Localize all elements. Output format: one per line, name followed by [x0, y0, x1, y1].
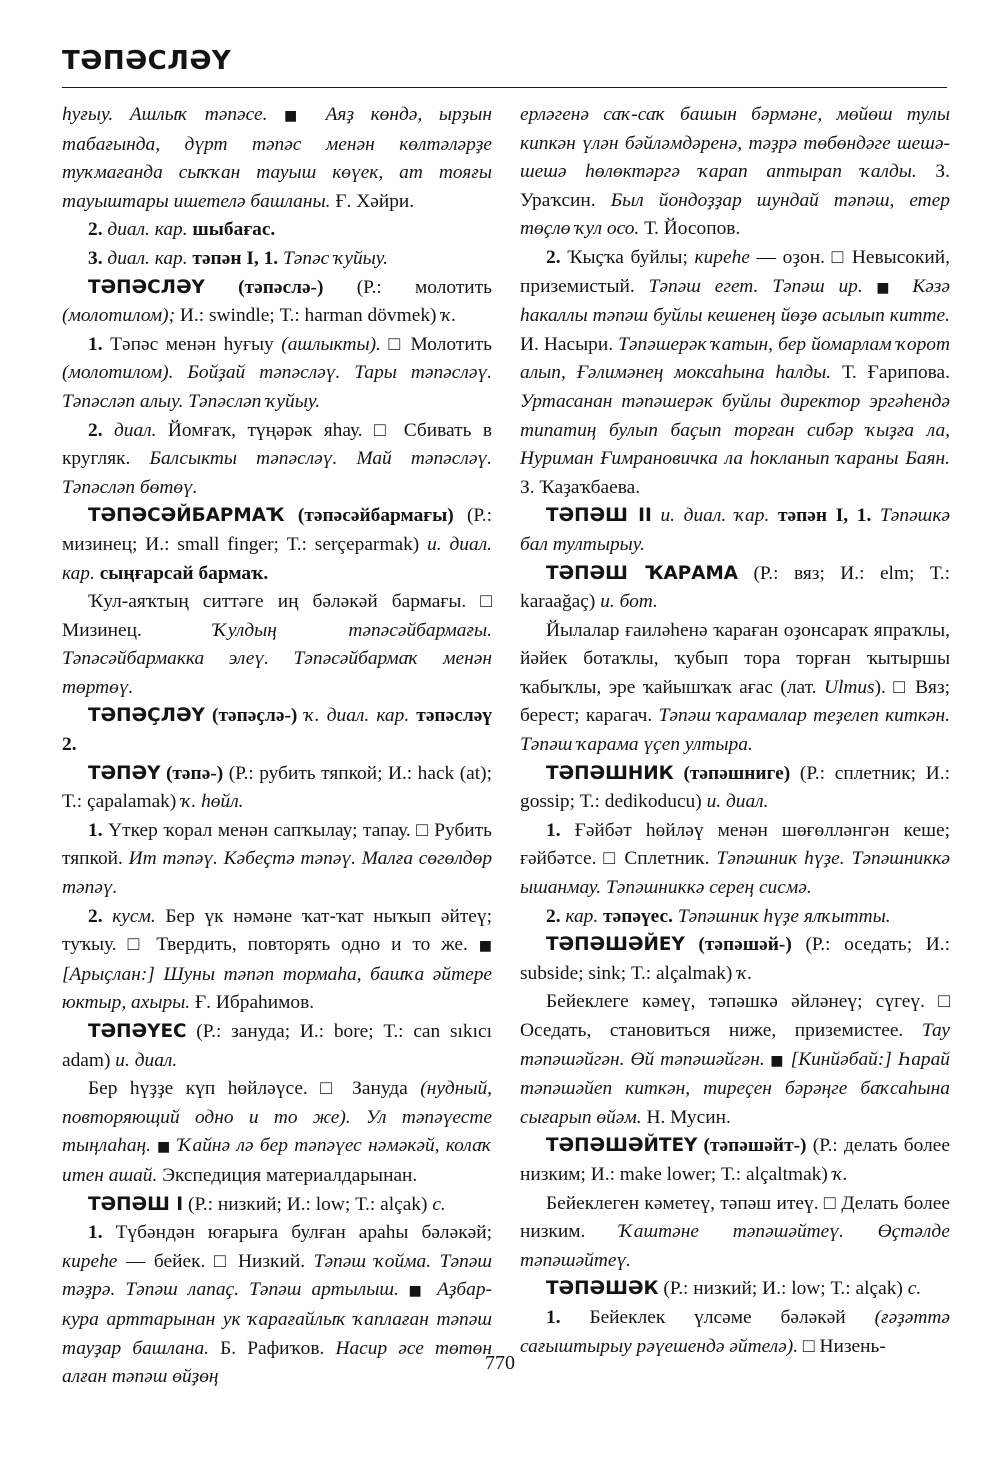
text-run: (Р.: рубить тяпкой; И.: hack (at); Т.: çapalamak)	[62, 762, 493, 813]
text-run: Экспедиция материалдарынан.	[157, 1164, 418, 1186]
entry-paragraph	[520, 903, 950, 932]
entry-paragraph	[62, 817, 492, 903]
text-run: (Р.: оседать; И.: subside; sink; Т.: alçalmak)	[520, 934, 950, 984]
headword: ТӘПӘШӘЙТЕҮ	[546, 1135, 698, 1157]
text-run: ҡ.	[832, 1163, 848, 1185]
text-run: диал.	[113, 419, 157, 441]
text-run: Тәпәшерәк ҡатын, бер йомарлам ҡорот алып, Ғәлимәнең моксаһына һалды.	[520, 333, 950, 384]
entry-paragraph	[62, 502, 492, 588]
text-run: Ҡул-аяҡтың ситтәге иң бәләкәй бармағы. □ Мизинец.	[62, 591, 492, 641]
text-run: Тәпәш ҡойма. Тәпәш тәҙрә. Тәпәш лапаҫ. Тәпәш артылыш.	[62, 1250, 493, 1301]
text-run: Был йондоҙҙар шундай тәпәш, етер төҫлө ҡул осо.	[520, 189, 950, 240]
text-run: 2.	[88, 419, 114, 441]
text-run: Йомғаҡ, түңәрәк яһау. □ Сбивать в кругляк.	[62, 419, 492, 470]
headword: ТӘПӘҮ	[88, 762, 161, 784]
text-run: 3.	[88, 247, 108, 269]
text-run: Бер һүҙҙе күп һөйләүсе. □ Зануда	[88, 1078, 421, 1100]
text-run: (ашлыкты).	[281, 333, 381, 355]
text-run: ерләгенә саҡ-саҡ башын бәрмәне, мөйөш тулы кипкән үлән бәйләмдәренә, тәҙрә төбөндәге шешә-шешә һөлөктәргә ҡарап аптырап ҡалды.	[520, 104, 950, 183]
entry-paragraph	[62, 1191, 492, 1220]
example-marker-icon: ■	[862, 279, 899, 296]
text-run: сыңғарсай бармаҡ.	[99, 562, 269, 584]
headword: ТӘПӘСӘЙБАРМАҠ	[88, 505, 285, 527]
entry-paragraph	[520, 817, 950, 903]
text-run: [Кинйәбай:] Һарай тәпәшәйеп киткән, тиреҫен бәрәңге баҡсаһына сығарып өйәм.	[520, 1048, 950, 1128]
text-run: 1.	[546, 819, 575, 841]
entry-paragraph	[520, 101, 950, 244]
text-run: тәпәсләү 2.	[62, 705, 492, 756]
text-run: И. Насыри.	[520, 333, 619, 355]
example-marker-icon: ■	[398, 1283, 427, 1300]
text-run: (тәпәҫлә-)	[204, 705, 305, 727]
text-run: Кәзә һакаллы тәпәш буйлы кешенең йөҙө асылып китте.	[520, 275, 950, 327]
text-run: Балсыкты тәпәсләү. Май тәпәсләү. Тәпәсләп бөтөү.	[62, 448, 492, 498]
text-run: (Р.: молотить	[323, 276, 492, 298]
headword: ТӘПӘШ ҠАРАМА	[546, 562, 739, 584]
text-run: тәпән I, 1.	[192, 247, 283, 269]
text-run: и. диал.	[706, 791, 769, 813]
text-run: 2.	[546, 246, 568, 268]
text-run: Ҡыҫҡа буйлы;	[567, 246, 695, 268]
text-run: Ит тәпәү. Кәбеҫтә тәпәү. Малға сөгөлдөр тәпәү.	[62, 848, 493, 899]
text-run: и. диал. кар.	[62, 533, 492, 584]
entry-paragraph	[520, 760, 950, 817]
text-run: киреһе	[694, 246, 750, 268]
text-run: (Р.: делать более низким; И.: make lower; Т.: alçaltmak)	[520, 1135, 950, 1185]
text-run: (тәпәшәйт-)	[697, 1135, 807, 1157]
text-run: (тәпәшәй-)	[684, 934, 792, 956]
text-run: һуғыу. Ашлыҡ тәпәсе.	[62, 104, 285, 125]
text-run: 1.	[88, 819, 109, 841]
text-run: Ulmus	[823, 676, 875, 698]
text-run: (Р.: зануда; И.: bore; Т.: can sıkıcı adam)	[62, 1021, 492, 1071]
text-run: Тәпәшник һүҙе. Тәпәшниккә ышанмау. Тәпәшниккә серең сисмә.	[520, 848, 951, 899]
entry-paragraph	[520, 617, 950, 760]
text-run: Бейеклеген кәметеү, тәпәш итеү. □ Делать более низким.	[520, 1192, 950, 1243]
entry-paragraph	[62, 274, 492, 331]
text-run: киреһе	[62, 1250, 118, 1272]
text-run: (ғәҙәттә сағыштырыу рәүешендә әйтелә).	[520, 1306, 951, 1357]
entry-paragraph	[520, 1275, 950, 1304]
text-run: (молотилом);	[62, 305, 176, 327]
text-run: Үткер ҡорал менән сапҡылау; тапау. □ Рубить тяпкой.	[62, 819, 492, 870]
entry-paragraph	[62, 1018, 492, 1075]
text-run: Тәпәс ҡуйыу.	[282, 247, 389, 269]
entry-paragraph	[520, 1132, 950, 1189]
text-run: и. диал.	[115, 1049, 178, 1071]
header-rule	[62, 87, 947, 88]
text-run: Тәпәшник һүҙе ялҡытты.	[677, 905, 891, 927]
entry-paragraph	[62, 903, 492, 1018]
text-run: Бер үк нәмәне ҡат-ҡат ныҡып әйтеү; туҡыу. □ Твердить, повторять одно и то же.	[62, 905, 492, 956]
example-marker-icon: ■	[478, 938, 492, 955]
text-run: тәпән I, 1.	[777, 505, 880, 527]
text-run: Ғәйбәт һөйләү менән шөғөлләнгән кеше; ғәйбәтсе. □ Сплетник.	[520, 819, 951, 870]
text-run: Ҡайнә лә бер тәпәүес нәмәкәй, колаҡ итен ашай.	[62, 1135, 493, 1186]
text-run: с.	[432, 1193, 446, 1215]
text-run: □ Низень-	[798, 1335, 886, 1357]
text-run: Ғ. Хәйри.	[330, 190, 415, 212]
headword: ТӘПӘҪЛӘҮ	[88, 705, 205, 727]
text-run: (нудный, повторяющий одно и то же). Ул тәпәүесте тыңлаһаң.	[62, 1078, 492, 1157]
text-run: Ҡулдың тәпәсәйбармағы. Тәпәсәйбармакка элеү. Тәпәсәйбармаҡ менән төртөү.	[62, 619, 492, 698]
headword: ТӘПӘШ I	[88, 1193, 184, 1215]
text-run: Аяҙ көндә, ырҙын табағында, дүрт тәпәс менән көлтәләрҙе туҡмағанда сыҡҡан тауыш көүек, ат тояғы тауыштары ишетелә башланы.	[62, 104, 492, 212]
text-run: диал. кар.	[107, 219, 193, 241]
example-marker-icon: ■	[151, 1139, 172, 1156]
text-run: Б. Рафиҡов.	[209, 1337, 336, 1359]
page-number: 770	[485, 1352, 515, 1374]
text-run: 1.	[546, 1306, 590, 1328]
text-run: тәпәүес.	[603, 905, 678, 927]
text-run: диал. кар.	[107, 247, 193, 269]
text-run: Йылалар ғаиләһенә ҡараған оҙонсараҡ япраҡлы, йәйек ботаҡлы, ҡубып тора торған ҡытыршы ҡабыҡлы, эре ҡайышҡаҡ ағас (лат.	[520, 619, 950, 698]
text-run: (Р.: низкий; И.: low; Т.: alçak)	[183, 1193, 433, 1215]
text-run: Тәпәш ҡарамалар теҙелеп киткән. Тәпәш ҡарама үҫеп ултыра.	[520, 705, 950, 756]
text-run: (тәпәсәйбармағы)	[284, 505, 454, 527]
example-marker-icon: ■	[284, 108, 309, 124]
text-run: Т. Йосопов.	[639, 218, 741, 240]
text-run: (Р.: низкий; И.: low; Т.: alçak)	[658, 1278, 908, 1300]
entry-paragraph	[62, 760, 492, 817]
left-column	[62, 101, 492, 1392]
entry-paragraph	[62, 245, 492, 274]
headword: ТӘПӘШӘК	[546, 1278, 659, 1300]
text-run: ҡ.	[737, 962, 753, 984]
right-column	[520, 101, 950, 1361]
entry-paragraph	[520, 244, 950, 502]
text-run: З. Ҡаҙаҡбаева.	[520, 476, 641, 498]
text-run: (тәпәслә-)	[204, 276, 324, 298]
text-run: Бейеклек үлсәме бәләкәй	[589, 1306, 875, 1328]
text-run: Бейеклеге кәмеү, тәпәшкә әйләнеү; сүгеү. □ Оседать, становиться ниже, приземистее.	[520, 991, 950, 1041]
text-run: (молотилом). Бойҙай тәпәсләү. Тары тәпәсләү. Тәпәсләп алыу. Тәпәсләп ҡуйыу.	[62, 362, 492, 412]
text-run: 2.	[88, 219, 108, 241]
text-run: и. диал. ҡар.	[651, 505, 778, 527]
text-run: Н. Мусин.	[641, 1106, 731, 1128]
text-run: Уртасанан тәпәшерәк буйлы директор эргәһендә типатиң булып баҫып торған сибәр ҡыҙға ла, Нуриман Ғимрановичка ла һокланып ҡараны Баян.	[520, 390, 950, 470]
text-run: 1.	[88, 1222, 116, 1244]
entry-paragraph	[520, 1190, 950, 1276]
text-run: (тәпә-)	[160, 762, 224, 784]
text-run: (тәпәшниге)	[673, 762, 791, 784]
text-run: ). □ Вяз; берест; карагач.	[520, 676, 950, 727]
text-run: Насир әсе төтөн алған тәпәш өйҙөң	[62, 1337, 492, 1388]
running-head: ТӘПӘСЛӘҮ	[62, 46, 232, 76]
text-run: с.	[907, 1278, 922, 1300]
entry-paragraph	[62, 702, 492, 759]
text-run: Тәпәш егет. Тәпәш ир.	[648, 275, 863, 297]
entry-paragraph	[62, 331, 492, 417]
text-run: и. бот.	[600, 591, 658, 613]
text-run: Тәпәшкә бал тултырыу.	[520, 505, 950, 555]
entry-paragraph	[62, 417, 492, 503]
entry-paragraph	[62, 101, 492, 216]
text-run: кусм.	[112, 905, 156, 927]
entry-paragraph	[62, 588, 492, 702]
entry-paragraph	[62, 216, 492, 245]
text-run: 2.	[546, 905, 566, 927]
headword: ТӘПӘҮЕС	[88, 1021, 187, 1042]
text-run: Ғ. Ибраһимов.	[190, 992, 315, 1014]
entry-paragraph	[520, 931, 950, 988]
text-run: Тәпәс менән һуғыу	[110, 333, 282, 355]
text-run: □ Молотить	[380, 333, 493, 355]
text-run: Ҡаштәне тәпәшәйтеү. Өҫтәлде тәпәшәйтеү.	[520, 1221, 950, 1271]
text-run: [Арыҫлан:] Шуны тәпәп тормаһа, башҡа әйтере юктыр, ахыры.	[62, 963, 492, 1014]
entry-paragraph	[520, 502, 950, 559]
text-run: (Р.: мизинец; И.: small finger; Т.: serçeparmak)	[62, 505, 493, 555]
headword: ТӘПӘШНИК	[546, 762, 674, 784]
example-marker-icon: ■	[764, 1052, 785, 1069]
text-run: (Р.: вяз; И.: elm; Т.: karaağaç)	[520, 562, 950, 613]
text-run: — бейек. □ Низкий.	[117, 1250, 314, 1272]
text-run: З. Ураҡсин.	[520, 161, 950, 211]
text-run: ҡ. диал. кар.	[304, 705, 417, 727]
text-run: Аҙбар-кура арттарынан ук ҡарағайлыҡ ҡаплаған тәпәш тауҙар башлана.	[62, 1279, 492, 1359]
text-run: ҡ. һөйл.	[181, 791, 244, 813]
text-run: ҡ.	[441, 305, 457, 327]
text-run: Т. Ғарипова.	[831, 362, 950, 384]
text-run: шыбағас.	[192, 219, 276, 241]
text-run: Тау тәпәшәйгән. Өй тәпәшәйгән.	[520, 1020, 950, 1070]
text-run: (Р.: сплетник; И.: gossip; Т.: dedikoducu)	[520, 762, 950, 813]
text-run: — оҙон. □ Невысокий, приземистый.	[520, 246, 951, 297]
headword: ТӘПӘШӘЙЕҮ	[546, 934, 685, 956]
text-run: 1.	[88, 333, 111, 355]
headword: ТӘПӘСЛӘҮ	[88, 276, 205, 298]
entry-paragraph	[62, 1075, 492, 1190]
entry-paragraph	[520, 560, 950, 617]
text-run: Түбәндән юғарыға булған араһы бәләкәй;	[115, 1222, 492, 1244]
entry-paragraph	[520, 988, 950, 1132]
headword: ТӘПӘШ II	[546, 505, 652, 527]
text-run: кар.	[565, 905, 604, 927]
text-run: 2.	[88, 905, 113, 927]
text-run: И.: swindle; Т.: harman dövmek)	[175, 305, 442, 327]
